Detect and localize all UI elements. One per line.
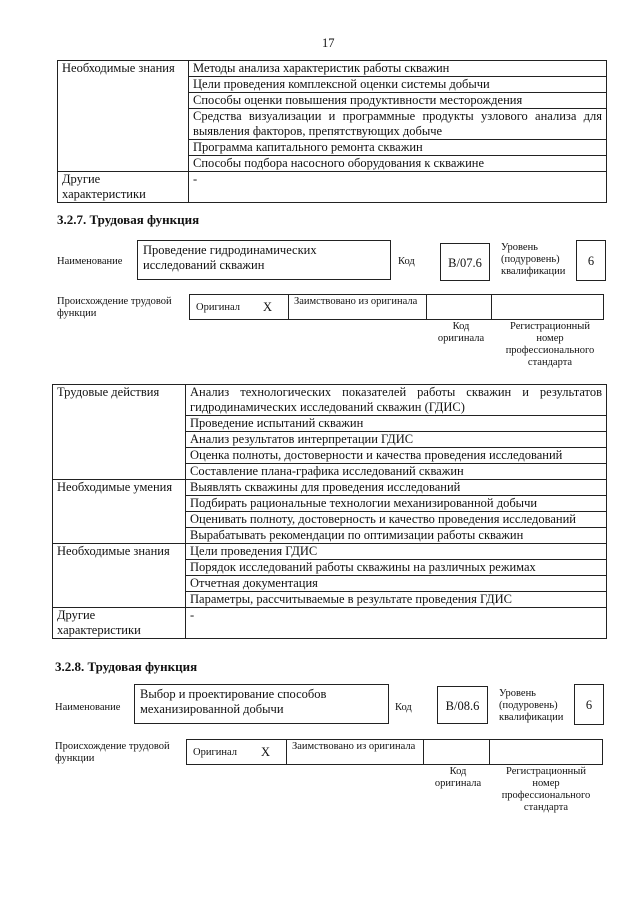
- list-item: Оценивать полноту, достоверность и качество проведения исследований: [186, 512, 607, 528]
- function-name: Проведение гидродинамических исследований скважин: [143, 243, 317, 272]
- function-name-box: [137, 240, 391, 280]
- row-label: Необходимые умения: [53, 480, 186, 544]
- code-original-caption: Код оригинала: [437, 321, 485, 344]
- list-item: -: [189, 172, 607, 203]
- list-item: Анализ результатов интерпретации ГДИС: [186, 432, 607, 448]
- list-item: Составление плана-графика исследований скважин: [186, 464, 607, 480]
- code-label: Код: [395, 702, 412, 713]
- page-number: 17: [322, 36, 335, 50]
- list-item: -: [186, 608, 607, 639]
- list-item: Подбирать рациональные технологии механизированной добычи: [186, 496, 607, 512]
- function-name: Выбор и проектирование способов механизированной добычи: [140, 687, 327, 716]
- original-label: Оригинал: [193, 747, 237, 758]
- code-label: Код: [398, 256, 415, 267]
- row-label: Необходимые знания: [58, 61, 189, 172]
- borrowed-label: Заимствовано из оригинала: [292, 741, 416, 752]
- list-item: Способы подбора насосного оборудования к скважине: [189, 156, 607, 172]
- row-label: Необходимые знания: [53, 544, 186, 608]
- level-value: 6: [574, 684, 604, 725]
- original-mark: X: [263, 300, 273, 314]
- list-item: Выявлять скважины для проведения исследований: [186, 480, 607, 496]
- function-table-327: [52, 384, 607, 639]
- reg-number-caption: Регистрационный номер профессионального стандарта: [501, 766, 591, 813]
- list-item: Отчетная документация: [186, 576, 607, 592]
- origin-label: Происхождение трудовой функции: [57, 296, 172, 319]
- list-item: Методы анализа характеристик работы скважин: [189, 61, 607, 77]
- original-label: Оригинал: [196, 302, 240, 313]
- list-item: Порядок исследований работы скважины на различных режимах: [186, 560, 607, 576]
- list-item: Вырабатывать рекомендации по оптимизации работы скважин: [186, 528, 607, 544]
- list-item: Программа капитального ремонта скважин: [189, 140, 607, 156]
- original-mark: X: [261, 745, 271, 759]
- level-label: Уровень (подуровень) квалификации: [499, 688, 564, 723]
- list-item: Проведение испытаний скважин: [186, 416, 607, 432]
- origin-label: Происхождение трудовой функции: [55, 741, 170, 764]
- name-label: Наименование: [55, 702, 121, 713]
- reg-number-caption: Регистрационный номер профессионального стандарта: [505, 321, 595, 368]
- code-value: B/08.6: [437, 686, 488, 724]
- list-item: Способы оценки повышения продуктивности месторождения: [189, 93, 607, 109]
- code-original-caption: Код оригинала: [434, 766, 482, 789]
- row-label: Трудовые действия: [53, 385, 186, 480]
- level-label: Уровень (подуровень) квалификации: [501, 242, 566, 277]
- origin-box: [186, 739, 603, 765]
- borrowed-label: Заимствовано из оригинала: [294, 296, 418, 307]
- knowledge-table-top: [57, 60, 607, 203]
- section-heading: 3.2.7. Трудовая функция: [57, 212, 200, 227]
- list-item: Анализ технологических показателей работы скважин и результатов гидродинамических исследований скважин (ГДИС): [186, 385, 607, 416]
- section-heading: 3.2.8. Трудовая функция: [55, 659, 198, 674]
- row-label: Другие характеристики: [58, 172, 189, 203]
- list-item: Оценка полноты, достоверности и качества проведения исследований: [186, 448, 607, 464]
- list-item: Цели проведения ГДИС: [186, 544, 607, 560]
- origin-box: [189, 294, 604, 320]
- list-item: Параметры, рассчитываемые в результате проведения ГДИС: [186, 592, 607, 608]
- row-label: Другие характеристики: [53, 608, 186, 639]
- code-value: B/07.6: [440, 243, 490, 281]
- name-label: Наименование: [57, 256, 123, 267]
- list-item: Средства визуализации и программные продукты узлового анализа для выявления факторов, препятствующих добыче: [189, 109, 607, 140]
- level-value: 6: [576, 240, 606, 281]
- list-item: Цели проведения комплексной оценки системы добычи: [189, 77, 607, 93]
- function-name-box: [134, 684, 389, 724]
